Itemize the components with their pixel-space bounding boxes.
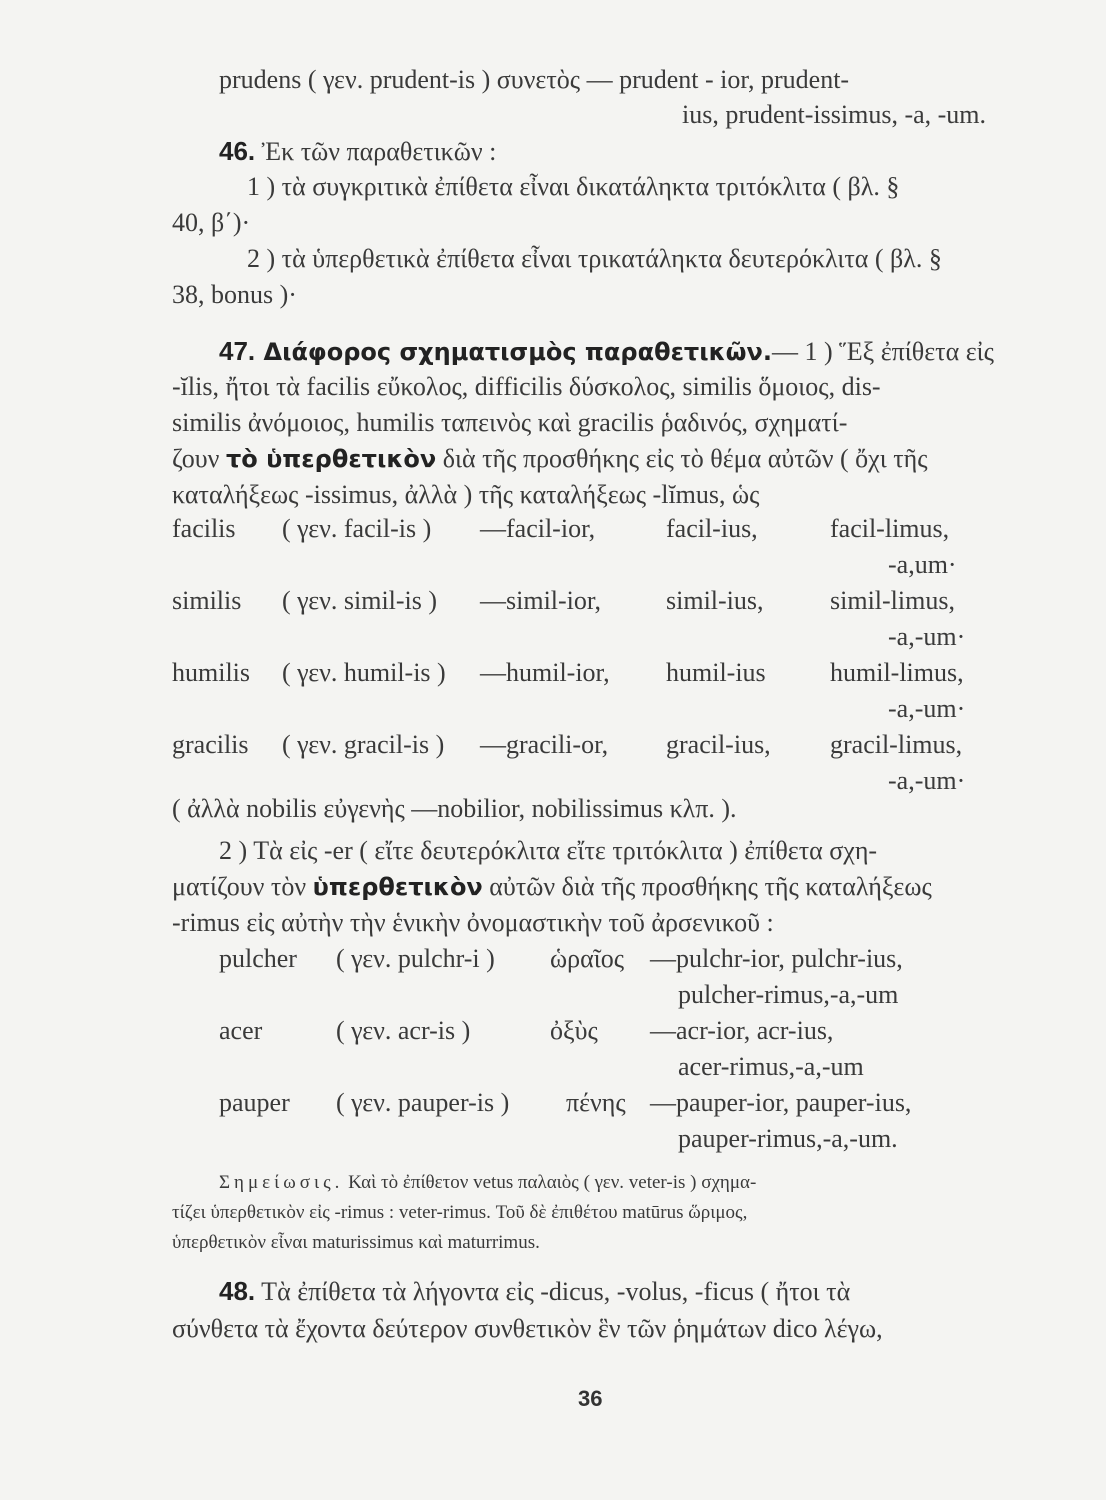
table-cell: -a,um· [888,550,957,579]
text-span: ματίζουν τὸν [172,872,313,901]
table-cell: πένης [566,1088,626,1117]
section-title: Διάφορος σχηματισμὸς παραθετικῶν. [255,338,772,366]
table-cell: simil-limus, [830,586,955,615]
table-cell: -a,-um· [888,766,966,795]
table-cell: ( γεν. pulchr-i ) [336,944,495,973]
text-span: Τὰ ἐπίθετα τὰ λήγοντα εἰς -dicus, -volus, -ficus ( ἤτοι τὰ [255,1277,851,1306]
table-cell: pulcher [219,944,297,973]
text-line: σύνθετα τὰ ἔχοντα δεύτερον συνθετικὸν ἓν τῶν ῥημάτων dico λέγω, [172,1314,883,1343]
table-cell: humil-limus, [830,658,964,687]
table-cell: —pauper-ior, pauper-ius, [650,1088,912,1117]
table-cell: ( γεν. gracil-is ) [282,730,445,759]
text-span: αὐτῶν διὰ τῆς προσθήκης τῆς καταλήξεως [482,872,932,901]
table-cell: —pulchr-ior, pulchr-ius, [650,944,903,973]
table-cell: pauper [219,1088,290,1117]
table-cell: gracil-limus, [830,730,963,759]
table-cell: ὀξὺς [550,1016,598,1045]
text-line: similis ἀνόμοιος, humilis ταπεινὸς καὶ gracilis ῥαδινός, σχηματί- [172,408,848,437]
table-cell: —facil-ior, [480,514,596,543]
table-cell: ( γεν. simil-is ) [282,586,438,615]
table-cell: pulcher-rimus,-a,-um [678,980,899,1009]
table-cell: humilis [172,658,251,687]
table-cell: —acr-ior, acr-ius, [650,1016,834,1045]
note-line: ὑπερθετικὸν εἶναι maturissimus καὶ maturrimus. [172,1232,540,1253]
table-cell: simil-ius, [666,586,764,615]
text-line: 1 ) τὰ συγκριτικὰ ἐπίθετα εἶναι δικατάληκτα τριτόκλιτα ( βλ. § [247,172,900,201]
text-line: 2 ) τὰ ὑπερθετικὰ ἐπίθετα εἶναι τρικατάληκτα δευτερόκλιτα ( βλ. § [247,244,942,273]
text-line [172,872,932,902]
text-line: 38, bonus )· [172,280,297,309]
text-span: διὰ τῆς προσθήκης εἰς τὸ θέμα αὐτῶν ( ὄχι τῆς [436,444,928,473]
bold-term: τὸ ὑπερθετικὸν [225,445,437,473]
text-line: καταλήξεως -issimus, ἀλλὰ ) τῆς καταλήξεως -lĭmus, ὡς [172,480,760,509]
text-span: ζουν [172,444,226,473]
bold-term: ὑπερθετικὸν [312,873,483,901]
table-cell: humil-ius [666,658,766,687]
section-number: 48. [219,1276,256,1306]
note-line [219,1170,756,1196]
text-line: 2 ) Τὰ εἰς -er ( εἴτε δευτερόκλιτα εἴτε τριτόκλιτα ) ἐπίθετα σχη- [219,836,878,865]
section-number: 47. [219,336,256,366]
table-cell: facil-limus, [830,514,950,543]
text-line: prudens ( γεν. prudent-is ) συνετὸς — prudent - ior, prudent- [219,65,850,94]
table-cell: acer [219,1016,263,1045]
table-cell: similis [172,586,242,615]
text-line: -ĭlis, ἤτοι τὰ facilis εὔκολος, difficilis δύσκολος, similis ὅμοιος, dis- [172,372,881,401]
table-cell: -a,-um· [888,694,966,723]
text-line [172,444,928,474]
table-cell: ὡραῖος [550,944,625,973]
text-line: ius, prudent-issimus, -a, -um. [682,100,987,129]
table-cell: acer-rimus,-a,-um [678,1052,864,1081]
table-cell: pauper-rimus,-a,-um. [678,1124,898,1153]
section-47-heading [219,336,994,367]
table-cell: —humil-ior, [480,658,610,687]
section-48-heading [219,1276,850,1307]
table-cell: ( γεν. acr-is ) [336,1016,471,1045]
note-line: τίζει ὑπερθετικὸν εἰς -rimus : veter-rimus. Τοῦ δὲ ἐπιθέτου matūrus ὥριμος, [172,1202,748,1223]
table-cell: -a,-um· [888,622,966,651]
table-cell: gracilis [172,730,249,759]
table-cell: ( γεν. facil-is ) [282,514,432,543]
section-46-heading [219,136,496,167]
text-line: 40, β΄)· [172,208,251,237]
text-span: — 1 ) Ἕξ ἐπίθετα εἰς [771,337,994,366]
table-cell: gracil-ius, [666,730,771,759]
text-line: -rimus εἰς αὐτὴν τὴν ἑνικὴν ὀνομαστικὴν τοῦ ἀρσενικοῦ : [172,908,774,937]
section-heading-text: Ἐκ τῶν παραθετικῶν : [255,137,497,166]
table-cell: ( γεν. pauper-is ) [336,1088,510,1117]
page-number: 36 [578,1386,603,1411]
text-span: Καὶ τὸ ἐπίθετον vetus παλαιὸς ( γεν. veter-is ) σχημα- [343,1172,757,1193]
table-cell: facilis [172,514,236,543]
table-cell: ( γεν. humil-is ) [282,658,446,687]
table-cell: —simil-ior, [480,586,602,615]
table-cell: —gracili-or, [480,730,609,759]
note-label: Σημείωσις. [219,1172,344,1193]
text-line: ( ἀλλὰ nobilis εὐγενὴς —nobilior, nobilissimus κλπ. ). [172,794,737,823]
table-cell: facil-ius, [666,514,758,543]
section-number: 46. [219,136,256,166]
